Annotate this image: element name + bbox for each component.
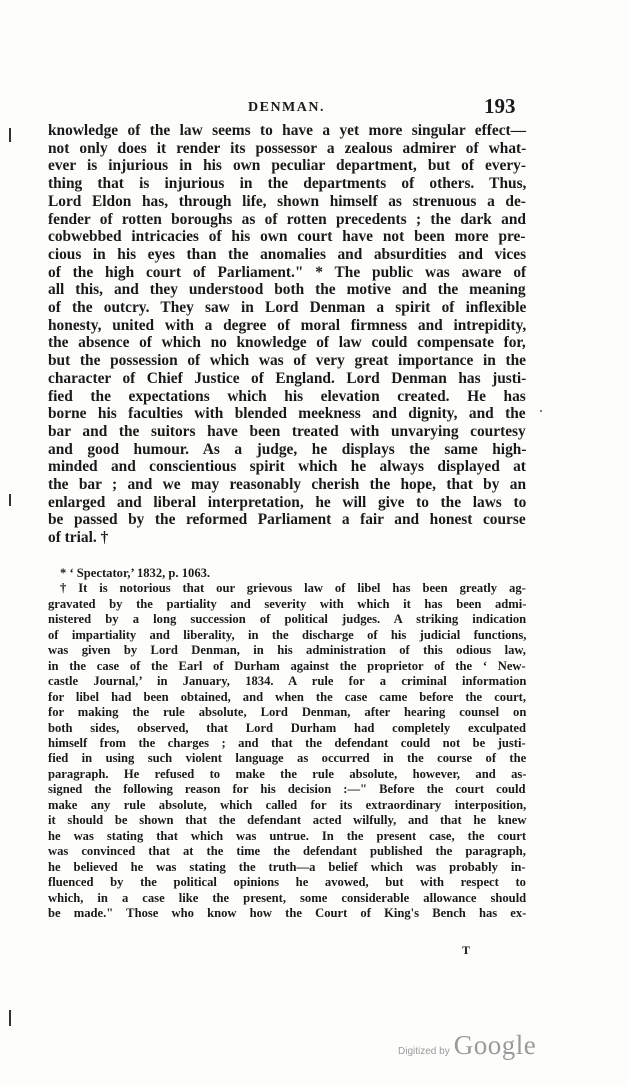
body-line: of the outcry. They saw in Lord Denman a spirit of inflexible [48,299,527,317]
body-line: the absence of which no knowledge of law could compensate for, [48,334,526,352]
footnote-line: gravated by the partiality and severity with which it has been admi- [48,596,527,611]
body-line: of the high court of Parliament." * The public was aware of [48,263,527,281]
body-line: be passed by the reformed Parliament a fair and honest course [48,511,526,529]
body-line: Lord Eldon has, through life, shown himself as strenuous a de- [48,192,526,210]
footnote-line: castle Journal,’ in January, 1834. A rule for a criminal information [48,674,527,689]
body-line: fender of rotten boroughs as of rotten precedents ; the dark and [48,210,526,228]
body-line: the bar ; and we may reasonably cherish the hope, that by an [48,476,527,494]
body-line: borne his faculties with blended meekness and dignity, and the [48,405,526,423]
body-line: and good humour. As a judge, he displays the same high- [48,440,527,458]
footnote-line: for libel had been obtained, and when the case came before the court, [48,689,527,704]
footnote-line: † It is notorious that our grievous law of libel has been greatly ag- [60,581,526,596]
body-line: character of Chief Justice of England. Lord Denman has justi- [48,369,527,387]
google-logo: Google [453,1030,537,1060]
body-text [48,122,526,547]
footnotes [48,566,526,921]
body-line: cobwebbed intricacies of his own court have not been more pre- [48,228,526,246]
footnote-line: was convinced that at the time the defendant published the paragraph, [48,844,526,859]
margin-mark [9,494,11,506]
footnote-line: for making the rule absolute, Lord Denman, after hearing counsel on [48,705,527,720]
page-number: 193 [484,94,516,118]
footnote-line: was given by Lord Denman, in his administration of this odious law, [48,643,526,658]
ink-speck [540,410,542,412]
margin-mark [9,128,11,142]
footnote-line: both sides, observed, that Lord Durham had completely exculpated [48,720,527,735]
footnote-line: fluenced by the political opinions he avowed, but with respect to [48,875,526,890]
footnote-line: he was stating that which was untrue. In the present case, the court [48,828,527,843]
footnote-line: which, in a case like the present, some considerable allowance should [48,890,527,905]
running-head: DENMAN. [248,100,325,115]
footnote-line: he believed he was stating the truth—a belief which was probably in- [48,859,526,874]
footnote-line: make any rule absolute, which called for its extraordinary interposition, [48,797,527,812]
footnote-line: himself from the charges ; and that the defendant could not be justi- [48,735,526,750]
body-line: ever is injurious in his own peculiar department, but of every- [48,157,526,175]
body-line: minded and conscientious spirit which he always displayed at [48,458,526,476]
body-line: honesty, united with a degree of moral firmness and intrepidity, [48,316,527,334]
body-line: fied the expectations which his elevation created. He has [48,387,526,405]
body-line: enlarged and liberal interpretation, he will give to the laws to [48,493,527,511]
body-line: of trial. † [48,529,109,547]
body-line: not only does it render its possessor a zealous admirer of what- [48,139,527,157]
footnote-line: fied in using such violent language as occurred in the course of the [48,751,527,766]
footnote-line: of impartiality and liberality, in the discharge of his judicial functions, [48,627,527,642]
body-line: knowledge of the law seems to have a yet more singular effect— [48,122,527,139]
body-line: all this, and they understood both the motive and the meaning [48,281,526,299]
body-line: but the possession of which was of very great importance in the [48,352,526,370]
body-line: thing that is injurious in the departments of others. Thus, [48,175,527,193]
digitized-by-google-watermark [398,1030,536,1061]
footnote-line: signed the following reason for his decision :—" Before the court could [48,782,526,797]
body-line: cious in his eyes than the anomalies and absurdities and vices [48,245,527,263]
footnote-line: * ‘ Spectator,’ 1832, p. 1063. [60,566,211,580]
signature-mark: T [462,943,471,957]
footnote-line: in the case of the Earl of Durham against the proprietor of the ‘ New- [48,658,526,673]
body-line: bar and the suitors have been treated with unvarying courtesy [48,422,526,440]
footnote-line: paragraph. He refused to make the rule absolute, however, and as- [48,766,527,781]
footnote-line: nistered by a long succession of political judges. A striking indication [48,612,527,627]
footnote-line: be made." Those who know how the Court of King's Bench has ex- [48,905,527,920]
footnote-line: it should be shown that the defendant acted wilfully, and that he knew [48,813,527,828]
margin-mark [9,1010,11,1026]
page-header [0,96,629,120]
watermark-prefix: Digitized by [398,1046,450,1057]
